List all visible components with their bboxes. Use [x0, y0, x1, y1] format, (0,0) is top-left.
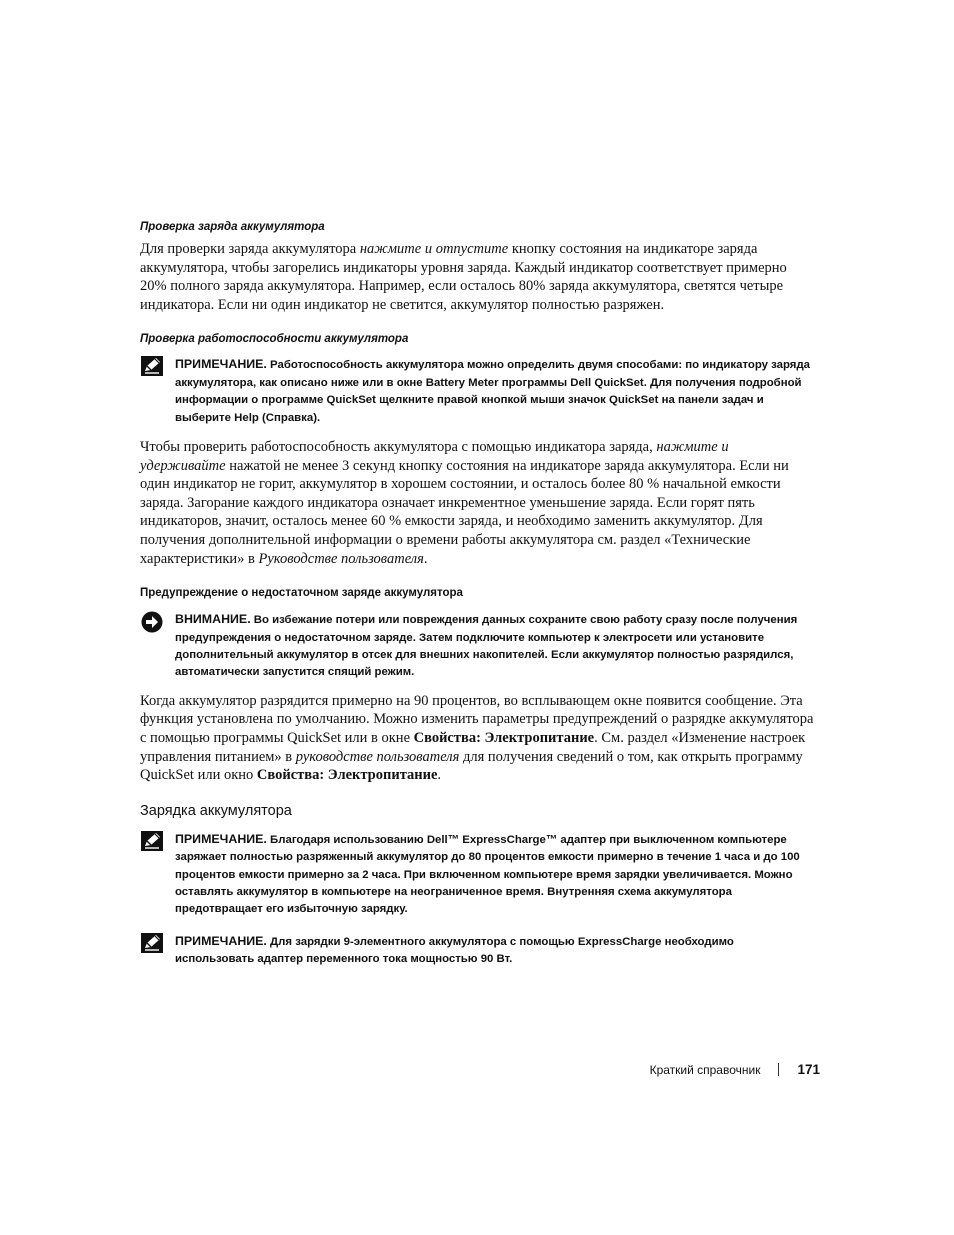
note-pencil-icon: [141, 831, 163, 857]
section-heading-check-charge: Проверка заряда аккумулятора: [140, 221, 325, 233]
caution-label: ВНИМАНИЕ.: [175, 612, 251, 627]
section-heading-check-health: Проверка работоспособности аккумулятора: [140, 333, 409, 346]
paragraph-check-charge: Для проверки заряда аккумулятора нажмите и отпустите кнопку состояния на индикаторе заряда аккумулятора, чтобы загорелись индикаторы уровня заряда. Каждый индикатор соответствует примерно 20% полного заряда аккумулятора. Например, если осталось 80% заряда аккумулятора, светятся четыре индикатора. Если ни один индикатор не светится, аккумулятор полностью разряжен.: [140, 241, 787, 313]
footer-divider: [778, 1063, 779, 1076]
paragraph-check-health: Чтобы проверить работоспособность аккумулятора с помощью индикатора заряда, нажмите и удерживайте нажатой не менее 3 секунд кнопку состояния на индикаторе заряда аккумулятора. Если ни один индикатор не горит, аккумулятор в хорошем состоянии, и осталось более 80 % начальной емкости заряда. Загорание каждого индикатора означает инкрементное уменьшение заряда. Если горят пять индикаторов, значит, осталось менее 60 % емкости заряда, и необходимо заменить аккумулятор. Для получения дополнительной информации о времени работы аккумулятора см. раздел «Технические характеристики» в Руководстве пользователя.: [140, 439, 789, 567]
page-number: 171: [797, 1062, 820, 1077]
note-text: Для зарядки 9-элементного аккумулятора с помощью ExpressCharge необходимо использовать адаптер переменного тока мощностью 90 Вт.: [175, 935, 734, 966]
note-label: ПРИМЕЧАНИЕ.: [175, 831, 267, 846]
note-label: ПРИМЕЧАНИЕ.: [175, 357, 267, 372]
note-block-charging-1: [140, 831, 816, 919]
page-content: [140, 221, 816, 969]
caution-block: [140, 611, 816, 682]
paragraph-low-warning: Когда аккумулятор разрядится примерно на 90 процентов, во всплывающем окне появится сообщение. Эта функция установлена по умолчанию. Можно изменить параметры предупреждений о разрядке аккумулятора с помощью программы QuickSet или в окне Свойства: Электропитание. См. раздел «Изменение настроек управления питанием» в руководстве пользователя для получения сведений о том, как открыть программу QuickSet или окно Свойства: Электропитание.: [140, 692, 814, 784]
note-text: Работоспособность аккумулятора можно определить двумя способами: по индикатору заряда аккумулятора, как описано ниже или в окне Battery Meter программы Dell QuickSet. Для получения подробной информации о программе QuickSet щелкните правой кнопкой мыши значок QuickSet на панели задач и выберите Help (Справка).: [175, 359, 811, 424]
note-label: ПРИМЕЧАНИЕ.: [175, 933, 267, 948]
page-footer: [650, 1062, 820, 1077]
note-block-health: [140, 356, 816, 427]
section-heading-low-warning: Предупреждение о недостаточном заряде аккумулятора: [140, 587, 463, 600]
note-text: Благодаря использованию Dell™ ExpressCharge™ адаптер при выключенном компьютере заряжает полностью разряженный аккумулятор до 80 процентов емкости примерно в течение 1 часа и до 100 процентов емкости примерно за 2 часа. При включенном компьютере время зарядки увеличивается. Можно оставлять аккумулятор в компьютере на неограниченное время. Внутренняя схема аккумулятора предотвращает его избыточную зарядку.: [175, 833, 800, 916]
caution-text: Во избежание потери или повреждения данных сохраните свою работу сразу после получения предупреждения о недостаточном заряде. Затем подключите компьютер к электросети или установите дополнительный аккумулятор в отсек для внешних накопителей. Если аккумулятор полностью разрядился, автоматически запустится спящий режим.: [175, 614, 798, 679]
note-pencil-icon: [141, 933, 163, 959]
caution-arrow-icon: [141, 611, 163, 639]
section-heading-charging: Зарядка аккумулятора: [140, 802, 292, 819]
note-pencil-icon: [141, 356, 163, 382]
footer-title: Краткий справочник: [649, 1063, 761, 1077]
note-block-charging-2: [140, 933, 816, 969]
